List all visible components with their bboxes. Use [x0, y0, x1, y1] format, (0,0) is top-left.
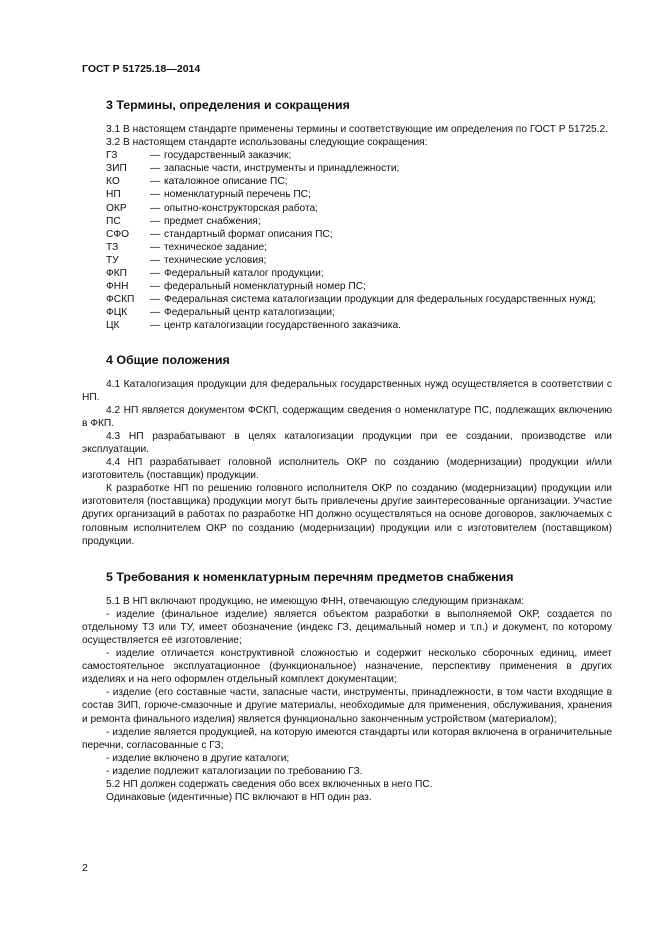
paragraph-4-1: 4.1 Каталогизация продукции для федеральных государственных нужд осуществляется в соответствии с НП. [82, 378, 612, 403]
abbreviation-code: СФО [106, 228, 130, 240]
paragraph-5-2: 5.2 НП должен содержать сведения обо всех включенных в него ПС. [106, 779, 433, 791]
abbreviation-code: ФСКП [106, 294, 135, 306]
abbreviation-definition: Федеральный каталог продукции; [164, 268, 324, 280]
abbreviation-definition: номенклатурный перечень ПС; [164, 189, 311, 201]
section-5-title: 5 Требования к номенклатурным перечням предметов снабжения [106, 569, 514, 584]
abbreviation-code: ФЦК [106, 307, 128, 319]
abbreviation-row [106, 162, 612, 175]
abbreviation-dash: — [150, 268, 161, 280]
abbreviation-row [106, 306, 612, 319]
abbreviation-definition: государственный заказчик; [164, 150, 292, 162]
abbreviation-row [106, 241, 612, 254]
paragraph-3-2: 3.2 В настоящем стандарте использованы следующие сокращения: [106, 137, 428, 149]
document-header: ГОСТ Р 51725.18—2014 [82, 63, 201, 75]
section-3-title: 3 Термины, определения и сокращения [106, 98, 350, 112]
abbreviation-dash: — [150, 281, 161, 293]
abbreviation-definition: технические условия; [164, 254, 267, 266]
abbreviation-definition: стандартный формат описания ПС; [164, 228, 333, 240]
section-4-title: 4 Общие положения [106, 352, 230, 367]
abbreviation-definition: центр каталогизации государственного заказчика. [164, 320, 402, 332]
abbreviation-dash: — [150, 241, 161, 253]
list-item: - изделие отличается конструктивной сложностью и содержит несколько сборочных единиц, имеет самостоятельное эксплуатационное (функциональное) назначение, перспективу применения в других изделиях и на него оформлен отдельный комплект документации; [82, 648, 612, 686]
paragraph-4-4: 4.4 НП разрабатывает головной исполнитель ОКР по созданию (модернизации) продукции и/или изготовитель (поставщик) продукции. [82, 457, 612, 482]
list-item: - изделие подлежит каталогизации по требованию ГЗ. [106, 765, 363, 777]
abbreviation-definition: Федеральный центр каталогизации; [164, 307, 335, 319]
abbreviation-definition: предмет снабжения; [164, 215, 261, 227]
abbreviation-row [106, 202, 612, 215]
abbreviation-dash: — [150, 202, 161, 214]
abbreviation-code: ПС [106, 215, 121, 227]
abbreviation-code: НП [106, 189, 121, 201]
abbreviation-dash: — [150, 163, 161, 175]
abbreviation-row [106, 280, 612, 293]
abbreviation-definition: опытно-конструкторская работа; [164, 202, 319, 214]
abbreviation-dash: — [150, 294, 161, 306]
abbreviation-code: ТЗ [106, 241, 119, 253]
abbreviation-row [106, 254, 612, 267]
abbreviations-list [106, 149, 612, 332]
list-item: - изделие (финальное изделие) является объектом разработки в выполняемой ОКР, создается по отдельному ТЗ или ТУ, имеет обозначение (индекс ГЗ, децимальный номер и т.п.) и документ, по которому осуществляется её изготовление; [82, 608, 612, 646]
paragraph-4-3: 4.3 НП разрабатывают в целях каталогизации продукции при ее создании, производстве или эксплуатации. [82, 430, 612, 455]
abbreviation-dash: — [150, 307, 161, 319]
paragraph-5-3: Одинаковые (идентичные) ПС включают в НП один раз. [106, 792, 372, 804]
paragraph-4-5: К разработке НП по решению головного исполнителя ОКР по созданию (модернизации) продукции или изготовителя (поставщика) продукции могут быть привлечены другие заинтересованные организации. Участие других организаций в работах по разработке НП должно осуществляться на основе договоров, заключаемых с головным исполнителем ОКР по созданию (модернизации) продукции или с изготовителем (поставщиком) продукции. [82, 483, 612, 547]
abbreviation-dash: — [150, 228, 161, 240]
abbreviation-row [106, 228, 612, 241]
abbreviation-dash: — [150, 215, 161, 227]
paragraph-3-1: 3.1 В настоящем стандарте применены термины и соответствующие им определения по ГОСТ Р 51725.2. [106, 124, 609, 135]
abbreviation-definition: запасные части, инструменты и принадлежности; [164, 163, 400, 175]
document-body [82, 98, 612, 804]
abbreviation-definition: техническое задание; [164, 241, 267, 253]
page-number: 2 [82, 862, 88, 874]
abbreviation-definition: Федеральная система каталогизации продукции для федеральных государственных нужд; [164, 294, 596, 306]
abbreviation-code: ОКР [106, 202, 127, 214]
abbreviation-dash: — [150, 176, 161, 188]
paragraph-5-1: 5.1 В НП включают продукцию, не имеющую ФНН, отвечающую следующим признакам: [106, 595, 525, 607]
abbreviation-dash: — [150, 254, 161, 266]
abbreviation-dash: — [150, 320, 161, 332]
abbreviation-row [106, 149, 612, 162]
list-item: - изделие (его составные части, запасные части, инструменты, принадлежности, в том части входящие в состав ЗИП, горюче-смазочные и другие материалы, необходимые для применения, обслуживания, хранения и ремонта финального изделия) является функционально законченным устройством (материалом); [82, 687, 612, 725]
abbreviation-row [106, 188, 612, 201]
abbreviation-row [106, 175, 612, 188]
abbreviation-row [106, 267, 612, 280]
abbreviation-code: ГЗ [106, 150, 118, 162]
abbreviation-code: ФНН [106, 281, 129, 293]
abbreviation-code: КО [106, 176, 120, 188]
abbreviation-dash: — [150, 150, 161, 162]
abbreviation-code: ЗИП [106, 163, 127, 175]
abbreviation-code: ЦК [106, 320, 120, 332]
abbreviation-code: ФКП [106, 268, 128, 280]
paragraph-4-2: 4.2 НП является документом ФСКП, содержащим сведения о номенклатуре ПС, подлежащих включению в ФКП. [82, 404, 612, 429]
abbreviation-definition: каталожное описание ПС; [164, 176, 288, 188]
abbreviation-code: ТУ [106, 254, 119, 266]
abbreviation-row [106, 319, 612, 332]
list-item: - изделие является продукцией, на которую имеются стандарты или которая включена в ограничительные перечни, согласованные с ГЗ; [82, 726, 612, 751]
abbreviation-definition: федеральный номенклатурный номер ПС; [164, 281, 366, 293]
list-item: - изделие включено в другие каталоги; [106, 752, 290, 764]
abbreviation-dash: — [150, 189, 161, 201]
abbreviation-row [106, 293, 612, 306]
abbreviation-row [106, 215, 612, 228]
